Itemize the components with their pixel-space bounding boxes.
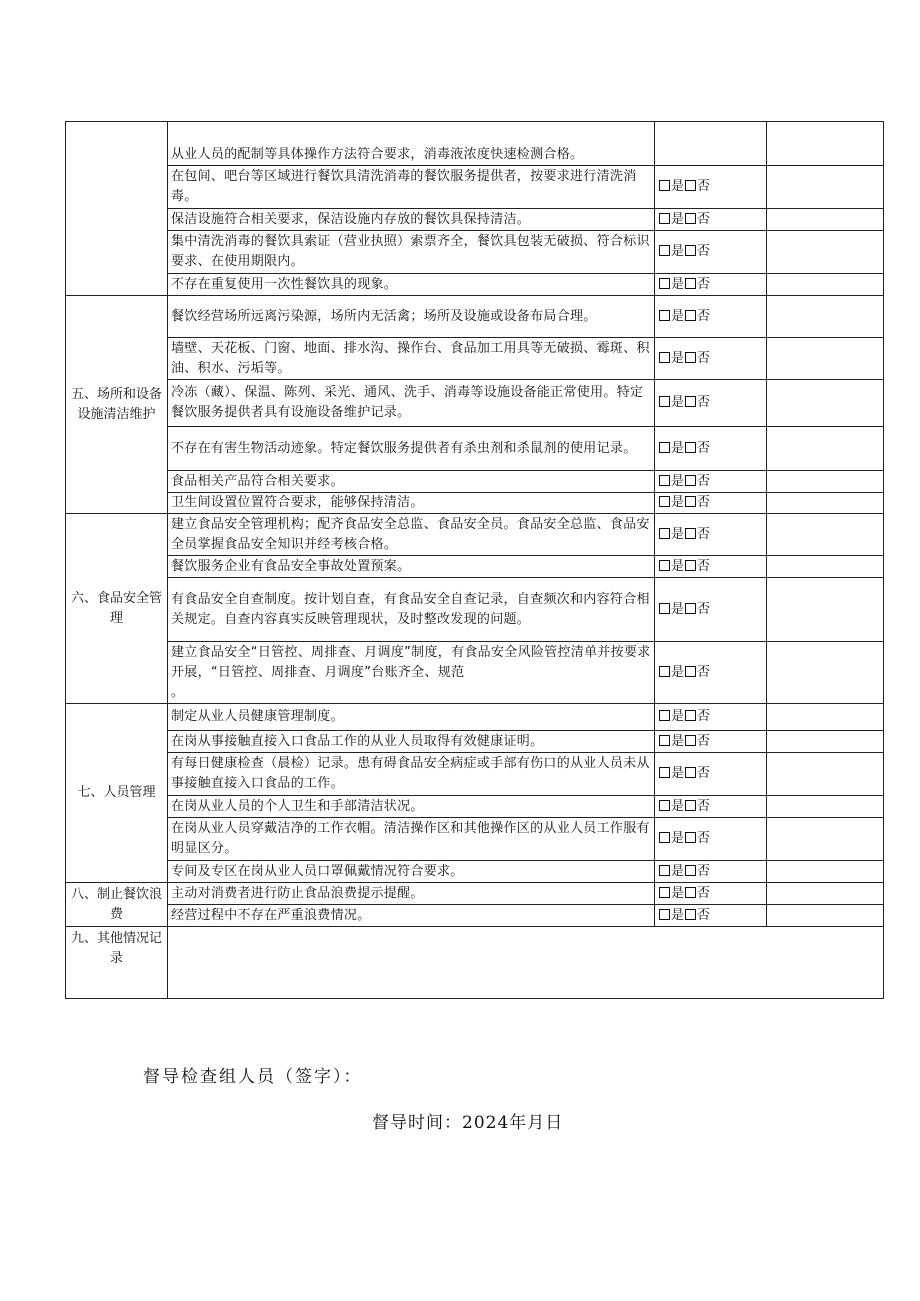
- checkbox-icon[interactable]: [659, 442, 670, 453]
- table-row: [66, 796, 884, 818]
- checkbox-icon[interactable]: [685, 710, 696, 721]
- checkbox-icon[interactable]: [685, 213, 696, 224]
- table-row: [66, 704, 884, 731]
- table-row: [66, 166, 884, 209]
- checkbox-icon[interactable]: [659, 213, 670, 224]
- remark-cell[interactable]: [767, 796, 884, 818]
- check-item: 制定从业人员健康管理制度。: [168, 704, 655, 731]
- checkbox-icon[interactable]: [659, 735, 670, 746]
- table-row: [66, 556, 884, 578]
- remark-cell[interactable]: [767, 471, 884, 493]
- table-row: [66, 296, 884, 338]
- yes-no-options[interactable]: 是 否: [655, 731, 767, 753]
- table-row: [66, 642, 884, 704]
- checkbox-icon[interactable]: [659, 909, 670, 920]
- checkbox-icon[interactable]: [685, 865, 696, 876]
- yes-no-options[interactable]: 是 否: [655, 209, 767, 231]
- check-item: 经营过程中不存在严重浪费情况。: [168, 905, 655, 927]
- checkbox-icon[interactable]: [685, 278, 696, 289]
- yes-no-options[interactable]: 是 否: [655, 514, 767, 556]
- yes-no-options[interactable]: 是 否: [655, 556, 767, 578]
- remark-cell[interactable]: [767, 231, 884, 274]
- check-item: 建立食品安全管理机构；配齐食品安全总监、食品安全员。食品安全总监、食品安全员掌握食品安全知识并经考核合格。: [168, 514, 655, 556]
- remark-cell[interactable]: [767, 642, 884, 704]
- remark-cell[interactable]: [767, 380, 884, 427]
- check-item: 墙壁、天花板、门窗、地面、排水沟、操作台、食品加工用具等无破损、霉斑、积油、积水、污垢等。: [168, 338, 655, 380]
- category-cell: 九、其他情况记录: [66, 927, 168, 999]
- checkbox-icon[interactable]: [659, 887, 670, 898]
- table-row: [66, 427, 884, 471]
- yes-no-options[interactable]: 是 否: [655, 296, 767, 338]
- table-row: [66, 927, 884, 999]
- remark-cell[interactable]: [767, 578, 884, 642]
- checkbox-icon[interactable]: [659, 278, 670, 289]
- yes-no-options[interactable]: 是 否: [655, 493, 767, 514]
- checkbox-icon[interactable]: [659, 475, 670, 486]
- category-cell: 八、制止餐饮浪费: [66, 883, 168, 927]
- table-row: [66, 905, 884, 927]
- yes-no-options[interactable]: 是 否: [655, 861, 767, 883]
- check-item: 不存在重复使用一次性餐饮具的现象。: [168, 274, 655, 296]
- table-row: [66, 883, 884, 905]
- category-cell: 六、食品安全管理: [66, 514, 168, 704]
- yes-no-options[interactable]: 是 否: [655, 704, 767, 731]
- remark-cell[interactable]: [767, 704, 884, 731]
- check-item: 冷冻（藏）、保温、陈列、采光、通风、洗手、消毒等设施设备能正常使用。特定餐饮服务提供者具有设施设备维护记录。: [168, 380, 655, 427]
- table-row: [66, 122, 884, 166]
- checkbox-icon[interactable]: [659, 245, 670, 256]
- remark-cell[interactable]: [767, 861, 884, 883]
- check-item: 食品相关产品符合相关要求。: [168, 471, 655, 493]
- checkbox-icon[interactable]: [685, 310, 696, 321]
- checkbox-icon[interactable]: [685, 603, 696, 614]
- remark-cell[interactable]: [767, 338, 884, 380]
- checkbox-icon[interactable]: [685, 767, 696, 778]
- check-item: 餐饮服务企业有食品安全事故处置预案。: [168, 556, 655, 578]
- remark-cell[interactable]: [767, 296, 884, 338]
- check-item: 集中清洗消毒的餐饮具索证（营业执照）索票齐全，餐饮具包装无破损、符合标识要求、在使用期限内。: [168, 231, 655, 274]
- remark-cell[interactable]: [767, 274, 884, 296]
- checkbox-icon[interactable]: [659, 528, 670, 539]
- check-item: 有每日健康检查（晨检）记录。患有碍食品安全病症或手部有伤口的从业人员未从事接触直接入口食品的工作。: [168, 753, 655, 796]
- checkbox-icon[interactable]: [685, 832, 696, 843]
- table-row: [66, 753, 884, 796]
- checkbox-icon[interactable]: [659, 560, 670, 571]
- table-row: [66, 578, 884, 642]
- inspection-table: [65, 121, 884, 999]
- yes-no-options[interactable]: 是 否: [655, 338, 767, 380]
- yes-no-options[interactable]: 是 否: [655, 642, 767, 704]
- check-item: 不存在有害生物活动迹象。特定餐饮服务提供者有杀虫剂和杀鼠剂的使用记录。: [168, 427, 655, 471]
- remark-cell[interactable]: [767, 731, 884, 753]
- remark-cell[interactable]: [767, 122, 884, 166]
- checkbox-icon[interactable]: [685, 666, 696, 677]
- checkbox-icon[interactable]: [659, 800, 670, 811]
- yes-no-options[interactable]: 是 否: [655, 818, 767, 861]
- check-item: 保洁设施符合相关要求，保洁设施内存放的餐饮具保持清洁。: [168, 209, 655, 231]
- signers-label: 督导检查组人员（签字）：: [143, 1067, 363, 1087]
- table-row: [66, 514, 884, 556]
- check-item: 在岗从业人员的个人卫生和手部清洁状况。: [168, 796, 655, 818]
- table-row: [66, 338, 884, 380]
- yes-no-options[interactable]: 是 否: [655, 471, 767, 493]
- result-cell-empty: [655, 122, 767, 166]
- checkbox-icon[interactable]: [685, 800, 696, 811]
- remark-cell[interactable]: [767, 753, 884, 796]
- category-cell: 七、人员管理: [66, 704, 168, 883]
- table-row: [66, 471, 884, 493]
- yes-no-options[interactable]: 是 否: [655, 380, 767, 427]
- checkbox-icon[interactable]: [685, 560, 696, 571]
- yes-no-options[interactable]: 是 否: [655, 427, 767, 471]
- check-item: 主动对消费者进行防止食品浪费提示提醒。: [168, 883, 655, 905]
- table-row: [66, 274, 884, 296]
- remark-cell[interactable]: [767, 556, 884, 578]
- check-item: 专间及专区在岗从业人员口罩佩戴情况符合要求。: [168, 861, 655, 883]
- remark-cell[interactable]: [767, 166, 884, 209]
- checkbox-icon[interactable]: [659, 310, 670, 321]
- yes-no-options[interactable]: 是 否: [655, 883, 767, 905]
- check-item: 卫生间设置位置符合要求，能够保持清洁。: [168, 493, 655, 514]
- checkbox-icon[interactable]: [685, 496, 696, 507]
- check-item: 在岗从业人员穿戴洁净的工作衣帽。清洁操作区和其他操作区的从业人员工作服有明显区分。: [168, 818, 655, 861]
- checkbox-icon[interactable]: [659, 710, 670, 721]
- check-item: 餐饮经营场所远离污染源，场所内无活禽；场所及设施或设备布局合理。: [168, 296, 655, 338]
- yes-no-options[interactable]: 是 否: [655, 753, 767, 796]
- yes-no-options[interactable]: 是 否: [655, 274, 767, 296]
- checkbox-icon[interactable]: [659, 496, 670, 507]
- yes-no-options[interactable]: 是 否: [655, 231, 767, 274]
- table-row: [66, 818, 884, 861]
- remark-cell[interactable]: [767, 514, 884, 556]
- checkbox-icon[interactable]: [685, 887, 696, 898]
- checkbox-icon[interactable]: [659, 180, 670, 191]
- checkbox-icon[interactable]: [659, 666, 670, 677]
- remark-cell[interactable]: [767, 427, 884, 471]
- other-notes-area[interactable]: [168, 927, 884, 999]
- checkbox-icon[interactable]: [659, 396, 670, 407]
- table-row: [66, 493, 884, 514]
- checkbox-icon[interactable]: [685, 735, 696, 746]
- remark-cell[interactable]: [767, 883, 884, 905]
- inspection-time-label: 督导时间：2024年月日: [372, 1113, 564, 1133]
- remark-cell[interactable]: [767, 493, 884, 514]
- remark-cell[interactable]: [767, 905, 884, 927]
- checkbox-icon[interactable]: [685, 528, 696, 539]
- table-row: [66, 380, 884, 427]
- checkbox-icon[interactable]: [685, 442, 696, 453]
- yes-no-options[interactable]: 是 否: [655, 166, 767, 209]
- table-row: [66, 209, 884, 231]
- checkbox-icon[interactable]: [685, 352, 696, 363]
- table-row: [66, 231, 884, 274]
- checkbox-icon[interactable]: [685, 909, 696, 920]
- checkbox-icon[interactable]: [685, 475, 696, 486]
- checkbox-icon[interactable]: [685, 180, 696, 191]
- checkbox-icon[interactable]: [659, 832, 670, 843]
- remark-cell[interactable]: [767, 209, 884, 231]
- table-row: [66, 861, 884, 883]
- yes-no-options[interactable]: 是 否: [655, 905, 767, 927]
- remark-cell[interactable]: [767, 818, 884, 861]
- checkbox-icon[interactable]: [685, 245, 696, 256]
- check-item: 建立食品安全“日管控、周排查、月调度”制度，有食品安全风险管控清单并按要求开展，“日管控、周排查、月调度”台账齐全、规范 。: [168, 642, 655, 704]
- yes-no-options[interactable]: 是 否: [655, 796, 767, 818]
- checkbox-icon[interactable]: [659, 865, 670, 876]
- checkbox-icon[interactable]: [685, 396, 696, 407]
- category-cell: 五、场所和设备设施清洁维护: [66, 296, 168, 514]
- checkbox-icon[interactable]: [659, 767, 670, 778]
- check-item: 从业人员的配制等具体操作方法符合要求，消毒液浓度快速检测合格。: [168, 122, 655, 166]
- check-item: 在岗从事接触直接入口食品工作的从业人员取得有效健康证明。: [168, 731, 655, 753]
- check-item: 有食品安全自查制度。按计划自查，有食品安全自查记录，自查频次和内容符合相关规定。自查内容真实反映管理现状，及时整改发现的问题。: [168, 578, 655, 642]
- checkbox-icon[interactable]: [659, 603, 670, 614]
- category-cell-continued: [66, 122, 168, 296]
- table-row: [66, 731, 884, 753]
- yes-no-options[interactable]: 是 否: [655, 578, 767, 642]
- check-item: 在包间、吧台等区域进行餐饮具清洗消毒的餐饮服务提供者，按要求进行清洗消毒。: [168, 166, 655, 209]
- checkbox-icon[interactable]: [659, 352, 670, 363]
